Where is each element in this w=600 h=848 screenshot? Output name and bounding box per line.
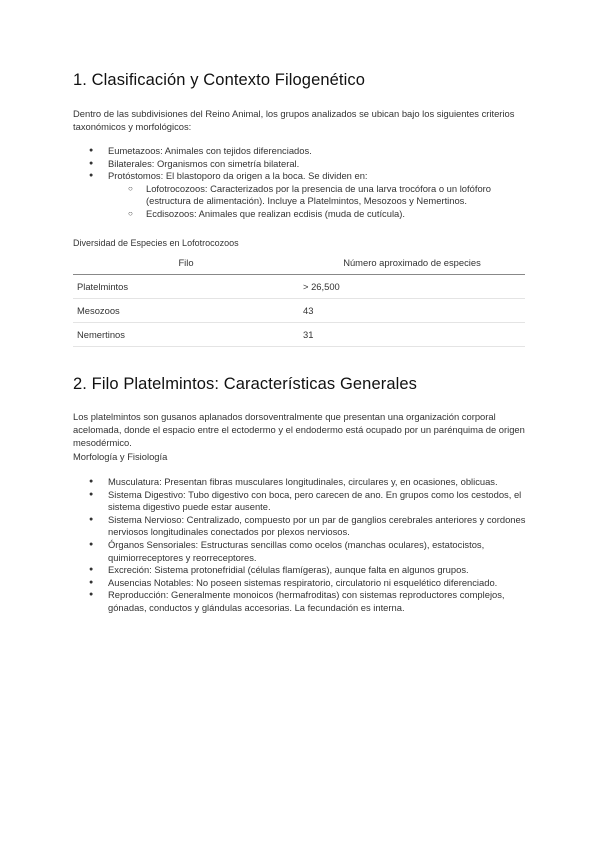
list-item: ● Sistema Digestivo: Tubo digestivo con boca, pero carecen de ano. En grupos como los cestodos, el sistema digestivo puede estar ausente. — [73, 489, 528, 514]
table-caption: Diversidad de Especies en Lofotrocozoos — [73, 238, 239, 248]
table-header-row — [73, 251, 525, 275]
classification-list — [73, 145, 528, 221]
section-1-intro: Dentro de las subdivisiones del Reino Animal, los grupos analizados se ubican bajo los siguientes criterios taxonómicos y morfológicos: — [73, 108, 515, 132]
list-item — [73, 170, 528, 220]
section-1-title: 1. Clasificación y Contexto Filogenético — [73, 71, 365, 89]
morphology-list — [73, 476, 528, 615]
section-2-title: 2. Filo Platelmintos: Características Generales — [73, 375, 417, 393]
section-2-intro: Los platelmintos son gusanos aplanados dorsoventralmente que presentan una organización corporal acelomada, donde el espacio entre el ectodermo y el endodermo está ocupado por un parénquima de origen mesodérmico. — [73, 411, 525, 448]
list-item: ● Reproducción: Generalmente monoicos (hermafroditas) con sistemas reproductores complejos, gónadas, conductos y glándulas accesorias. La fecundación es interna. — [73, 589, 528, 614]
sub-list-item: ○ Lofotrocozoos: Caracterizados por la presencia de una larva trocófora o un lofóforo (estructura de alimentación). Incluye a Platelmintos, Mesozoos y Nemertinos. — [108, 183, 528, 208]
species-table — [73, 251, 525, 347]
table-cell: Nemertinos — [73, 323, 299, 347]
list-item: ● Ausencias Notables: No poseen sistemas respiratorio, circulatorio ni esquelético diferenciado. — [73, 577, 528, 590]
table-row — [73, 275, 525, 299]
table-cell: 43 — [299, 299, 525, 323]
sub-list-item: ○ Ecdisozoos: Animales que realizan ecdisis (muda de cutícula). — [108, 208, 528, 221]
table-cell: Platelmintos — [73, 275, 299, 299]
column-header-filo: Filo — [73, 251, 299, 275]
section-2-subheading: Morfología y Fisiología — [73, 451, 168, 462]
table-cell: 31 — [299, 323, 525, 347]
sub-list — [108, 183, 528, 221]
list-item: ● Sistema Nervioso: Centralizado, compuesto por un par de ganglios cerebrales anteriores y cordones nerviosos longitudinales conectados por plexos nerviosos. — [73, 514, 528, 539]
column-header-species: Número aproximado de especies — [299, 251, 525, 275]
table-cell: > 26,500 — [299, 275, 525, 299]
list-item: ● Órganos Sensoriales: Estructuras sencillas como ocelos (manchas oculares), estatocistos, quimiorreceptores y reorreceptores. — [73, 539, 528, 564]
list-item: ● Excreción: Sistema protonefridial (células flamígeras), aunque falta en algunos grupos. — [73, 564, 528, 577]
list-item: ● Musculatura: Presentan fibras musculares longitudinales, circulares y, en ocasiones, oblicuas. — [73, 476, 528, 489]
table-row — [73, 323, 525, 347]
list-item: ● Bilaterales: Organismos con simetría bilateral. — [73, 158, 528, 171]
table-cell: Mesozoos — [73, 299, 299, 323]
table-row — [73, 299, 525, 323]
list-item-text: Protóstomos: El blastoporo da origen a la boca. Se dividen en: — [108, 170, 368, 182]
list-item: ● Eumetazoos: Animales con tejidos diferenciados. — [73, 145, 528, 158]
